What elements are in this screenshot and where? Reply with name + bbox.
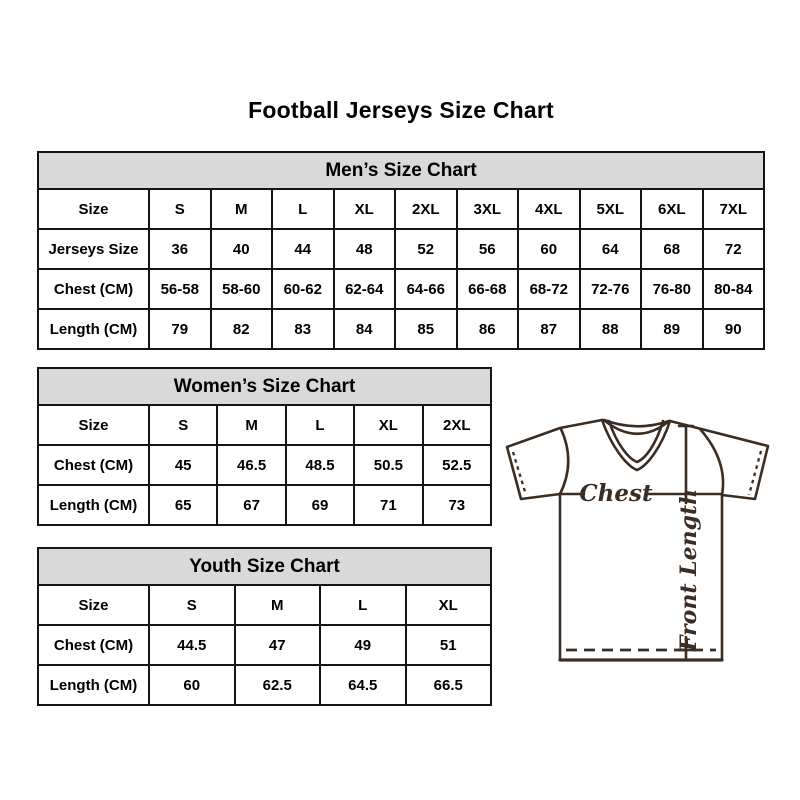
- row-label-cell: Jerseys Size: [38, 229, 149, 269]
- value-cell: L: [286, 405, 354, 445]
- value-cell: 44.5: [149, 625, 235, 665]
- value-cell: 58-60: [211, 269, 273, 309]
- value-cell: 62.5: [235, 665, 321, 705]
- chest-label: Chest: [579, 480, 653, 507]
- value-cell: 80-84: [703, 269, 765, 309]
- row-label-cell: Chest (CM): [38, 269, 149, 309]
- value-cell: 88: [580, 309, 642, 349]
- jersey-left-armhole: [560, 429, 568, 494]
- value-cell: 60-62: [272, 269, 334, 309]
- value-cell: S: [149, 405, 217, 445]
- value-cell: L: [272, 189, 334, 229]
- value-cell: M: [211, 189, 273, 229]
- table-row: [38, 269, 764, 309]
- table-row: [38, 189, 764, 229]
- value-cell: 48: [334, 229, 396, 269]
- row-label-cell: Length (CM): [38, 665, 149, 705]
- value-cell: 82: [211, 309, 273, 349]
- value-cell: 87: [518, 309, 580, 349]
- youth-table-title: Youth Size Chart: [38, 548, 491, 585]
- mens-size-table: [37, 151, 765, 350]
- youth-size-table: [37, 547, 492, 706]
- value-cell: 67: [217, 485, 285, 525]
- table-row: [38, 625, 491, 665]
- value-cell: 72: [703, 229, 765, 269]
- value-cell: 50.5: [354, 445, 422, 485]
- jersey-measurement-diagram: [495, 400, 785, 672]
- youth-header-row: [38, 548, 491, 585]
- table-row: [38, 585, 491, 625]
- table-row: [38, 445, 491, 485]
- value-cell: XL: [334, 189, 396, 229]
- value-cell: 66-68: [457, 269, 519, 309]
- value-cell: 69: [286, 485, 354, 525]
- value-cell: 2XL: [395, 189, 457, 229]
- value-cell: 44: [272, 229, 334, 269]
- value-cell: 89: [641, 309, 703, 349]
- value-cell: 47: [235, 625, 321, 665]
- row-label-cell: Length (CM): [38, 309, 149, 349]
- value-cell: 85: [395, 309, 457, 349]
- value-cell: XL: [406, 585, 492, 625]
- value-cell: 40: [211, 229, 273, 269]
- row-label-cell: Size: [38, 405, 149, 445]
- women-header-row: [38, 368, 491, 405]
- row-label-cell: Length (CM): [38, 485, 149, 525]
- table-row: [38, 405, 491, 445]
- value-cell: 5XL: [580, 189, 642, 229]
- value-cell: 72-76: [580, 269, 642, 309]
- value-cell: 4XL: [518, 189, 580, 229]
- value-cell: M: [217, 405, 285, 445]
- value-cell: 65: [149, 485, 217, 525]
- jersey-right-cuff-stitch: [749, 451, 761, 495]
- men-table-title: Men’s Size Chart: [38, 152, 764, 189]
- value-cell: XL: [354, 405, 422, 445]
- value-cell: 3XL: [457, 189, 519, 229]
- value-cell: 60: [149, 665, 235, 705]
- value-cell: 73: [423, 485, 491, 525]
- row-label-cell: Size: [38, 189, 149, 229]
- table-row: [38, 309, 764, 349]
- value-cell: 66.5: [406, 665, 492, 705]
- value-cell: M: [235, 585, 321, 625]
- value-cell: 56-58: [149, 269, 211, 309]
- value-cell: 84: [334, 309, 396, 349]
- value-cell: 83: [272, 309, 334, 349]
- value-cell: 68: [641, 229, 703, 269]
- value-cell: 52.5: [423, 445, 491, 485]
- value-cell: S: [149, 585, 235, 625]
- value-cell: 76-80: [641, 269, 703, 309]
- jersey-right-armhole: [700, 429, 723, 495]
- value-cell: 45: [149, 445, 217, 485]
- value-cell: 46.5: [217, 445, 285, 485]
- value-cell: 6XL: [641, 189, 703, 229]
- value-cell: 7XL: [703, 189, 765, 229]
- value-cell: 62-64: [334, 269, 396, 309]
- table-row: [38, 485, 491, 525]
- value-cell: 79: [149, 309, 211, 349]
- jersey-collar-top-arc: [604, 420, 669, 426]
- value-cell: S: [149, 189, 211, 229]
- table-row: [38, 665, 491, 705]
- value-cell: L: [320, 585, 406, 625]
- womens-size-table: [37, 367, 492, 526]
- value-cell: 60: [518, 229, 580, 269]
- value-cell: 36: [149, 229, 211, 269]
- value-cell: 51: [406, 625, 492, 665]
- value-cell: 68-72: [518, 269, 580, 309]
- value-cell: 52: [395, 229, 457, 269]
- table-row: [38, 229, 764, 269]
- value-cell: 2XL: [423, 405, 491, 445]
- value-cell: 48.5: [286, 445, 354, 485]
- page-title: Football Jerseys Size Chart: [248, 97, 554, 123]
- value-cell: 64.5: [320, 665, 406, 705]
- value-cell: 86: [457, 309, 519, 349]
- value-cell: 64: [580, 229, 642, 269]
- row-label-cell: Size: [38, 585, 149, 625]
- front-length-label: Front Length: [676, 488, 702, 652]
- value-cell: 71: [354, 485, 422, 525]
- women-table-title: Women’s Size Chart: [38, 368, 491, 405]
- value-cell: 64-66: [395, 269, 457, 309]
- row-label-cell: Chest (CM): [38, 625, 149, 665]
- value-cell: 49: [320, 625, 406, 665]
- value-cell: 56: [457, 229, 519, 269]
- row-label-cell: Chest (CM): [38, 445, 149, 485]
- value-cell: 90: [703, 309, 765, 349]
- men-header-row: [38, 152, 764, 189]
